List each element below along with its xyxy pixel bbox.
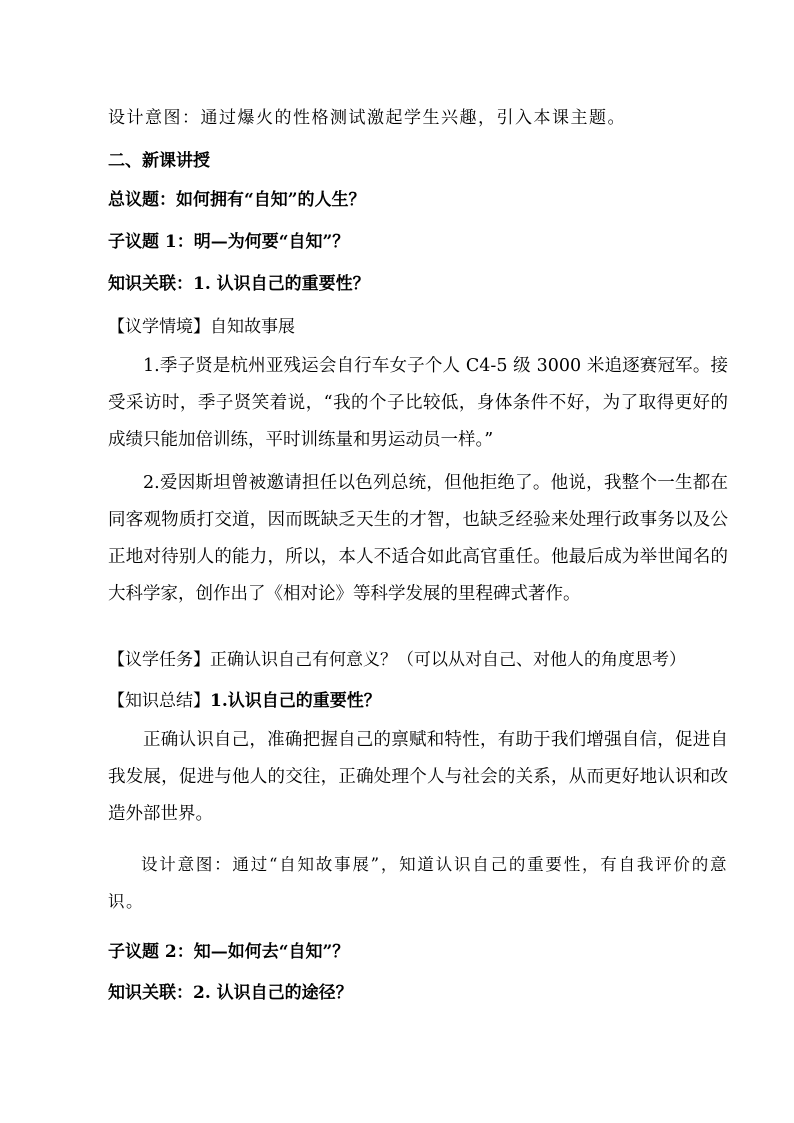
design-intent-2: 设计意图：通过“自知故事展”，知道认识自己的重要性，有自我评价的意识。 <box>108 855 728 911</box>
summary-line <box>108 689 728 713</box>
summary-label: 【知识总结】 <box>108 691 210 711</box>
summary-title: 1.认识自己的重要性？ <box>210 691 381 711</box>
knowledge-link-2: 知识关联：2. 认识自己的途径？ <box>108 983 353 1003</box>
sub-topic-1: 子议题 1：明—为何要“自知”？ <box>108 232 350 252</box>
main-topic: 总议题：如何拥有“自知”的人生？ <box>108 190 366 210</box>
knowledge-link-1: 知识关联：1. 认识自己的重要性？ <box>108 274 370 294</box>
sub-topic-2: 子议题 2：知—如何去“自知”？ <box>108 942 350 962</box>
summary-text: 正确认识自己，准确把握自己的禀赋和特性，有助于我们增强自信，促进自我发展，促进与他人的交往，正确处理个人与社会的关系，从而更好地认识和改造外部世界。 <box>108 730 728 824</box>
task-text: 正确认识自己有何意义？（可以从对自己、对他人的角度思考） <box>210 650 686 670</box>
story-1: 1.季子贤是杭州亚残运会自行车女子个人 C4-5 级 3000 米追逐赛冠军。接受采访时，季子贤笑着说，“我的个子比较低，身体条件不好，为了取得更好的成绩只能加倍训练，平时训练量和男运动员一样。” <box>108 356 728 450</box>
task-line <box>108 648 728 672</box>
story-2: 2.爱因斯坦曾被邀请担任以色列总统，但他拒绝了。他说，我整个一生都在同客观物质打交道，因而既缺乏天生的才智，也缺乏经验来处理行政事务以及公正地对待别人的能力，所以，本人不适合如此高官重任。他最后成为举世闻名的大科学家，创作出了《相对论》等科学发展的里程碑式著作。 <box>108 473 728 604</box>
section-heading: 二、新课讲授 <box>108 151 210 171</box>
task-label: 【议学任务】 <box>108 650 210 670</box>
situation-heading: 【议学情境】自知故事展 <box>108 317 295 337</box>
design-intent-1: 设计意图：通过爆火的性格测试激起学生兴趣，引入本课主题。 <box>108 108 626 128</box>
